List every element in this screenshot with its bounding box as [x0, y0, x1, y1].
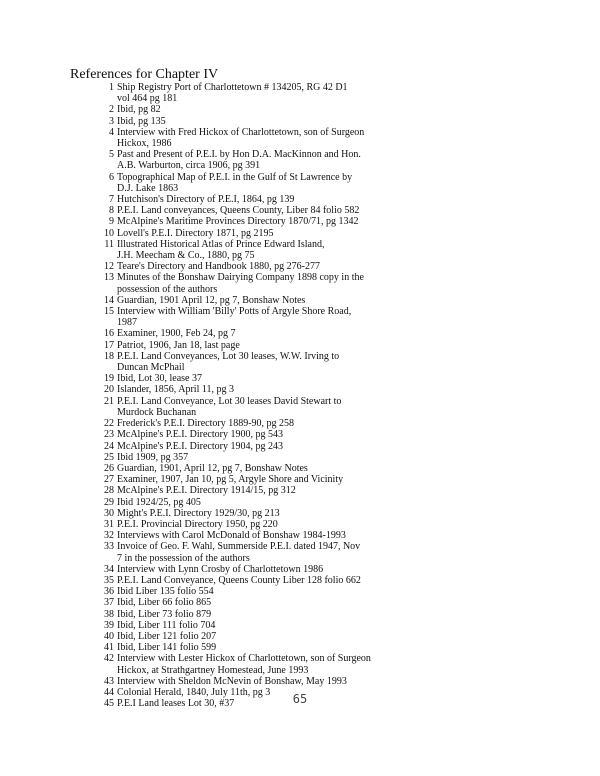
reference-text: Minutes of the Bonshaw Dairying Company 1898 copy in the: [117, 272, 364, 284]
reference-text: Islander, 1856, April 11, pg 3: [117, 384, 234, 396]
reference-number: 9: [109, 216, 114, 228]
reference-text: Might's P.E.I. Directory 1929/30, pg 213: [117, 507, 280, 519]
reference-text: P.E.I Land leases Lot 30, #37: [117, 698, 235, 710]
reference-text: Interview with William 'Billy' Potts of Argyle Shore Road,: [117, 306, 352, 318]
reference-text: McAlpine's P.E.I. Directory 1904, pg 243: [117, 440, 283, 452]
reference-number: 29: [104, 496, 114, 508]
reference-text: Ibid, pg 82: [117, 104, 161, 116]
reference-item: [99, 205, 399, 216]
reference-text: Lovell's P.E.I. Directory 1871, pg 2195: [117, 227, 274, 239]
reference-text: Examiner, 1907, Jan 10, pg 5, Argyle Shore and Vicinity: [117, 474, 344, 486]
reference-number: 45: [104, 698, 114, 710]
reference-item: [99, 239, 399, 261]
reference-item: [99, 384, 399, 395]
reference-text: J.H. Meecham & Co., 1880, pg 75: [117, 250, 255, 262]
reference-text: McAlpine's Maritime Provinces Directory 1870/71, pg 1342: [117, 216, 359, 228]
reference-number: 25: [104, 451, 114, 463]
reference-number: 4: [109, 126, 114, 138]
reference-number: 37: [104, 597, 114, 609]
reference-number: 40: [104, 630, 114, 642]
reference-item: [99, 194, 399, 205]
reference-number: 32: [104, 530, 114, 542]
reference-text: possession of the authors: [117, 283, 218, 295]
reference-item: [99, 306, 399, 328]
reference-text: Ibid 1909, pg 357: [117, 451, 189, 463]
reference-number: 42: [104, 653, 114, 665]
reference-text: Ibid Liber 135 folio 554: [117, 586, 214, 598]
reference-text: Ibid 1924/25, pg 405: [117, 496, 201, 508]
reference-text: Frederick's P.E.I. Directory 1889-90, pg 258: [117, 418, 295, 430]
reference-number: 7: [109, 194, 114, 206]
reference-number: 39: [104, 619, 114, 631]
reference-text: 1987: [117, 317, 137, 329]
reference-item: [99, 631, 399, 642]
reference-item: [99, 564, 399, 575]
chapter-references-heading: References for Chapter IV: [70, 67, 219, 82]
reference-number: 22: [104, 418, 114, 430]
reference-item: [99, 261, 399, 272]
reference-number: 15: [104, 306, 114, 318]
reference-item: [99, 373, 399, 384]
reference-text: Hutchison's Directory of P.E.I, 1864, pg 139: [117, 194, 295, 206]
reference-item: [99, 485, 399, 496]
reference-text: Interview with Lester Hickox of Charlottetown, son of Surgeon: [117, 653, 371, 665]
reference-text: Illustrated Historical Atlas of Prince Edward Island,: [117, 238, 325, 250]
reference-number: 27: [104, 474, 114, 486]
reference-item: [99, 676, 399, 687]
reference-number: 16: [104, 328, 114, 340]
reference-number: 6: [109, 171, 114, 183]
reference-number: 26: [104, 462, 114, 474]
reference-text: Examiner, 1900, Feb 24, pg 7: [117, 328, 236, 340]
reference-item: [99, 104, 399, 115]
reference-list: [99, 82, 399, 709]
reference-text: Hickox, at Strathgartney Homestead, June 1993: [117, 664, 309, 676]
reference-number: 2: [109, 104, 114, 116]
reference-text: Ibid, Liber 66 folio 865: [117, 597, 212, 609]
reference-item: [99, 82, 399, 104]
reference-text: McAlpine's P.E.I. Directory 1914/15, pg 312: [117, 485, 296, 497]
reference-text: 7 in the possession of the authors: [117, 552, 250, 564]
reference-number: 24: [104, 440, 114, 452]
reference-text: Ibid, pg 135: [117, 115, 166, 127]
reference-text: P.E.I. Land Conveyances, Lot 30 leases, W.W. Irving to: [117, 350, 340, 362]
reference-text: Ibid, Lot 30, lease 37: [117, 373, 202, 385]
reference-item: [99, 541, 399, 563]
reference-number: 10: [104, 227, 114, 239]
reference-item: [99, 172, 399, 194]
reference-item: [99, 216, 399, 227]
reference-text: Interviews with Carol McDonald of Bonshaw 1984-1993: [117, 530, 346, 542]
reference-text: P.E.I. Land Conveyance, Lot 30 leases David Stewart to: [117, 395, 342, 407]
reference-item: [99, 597, 399, 608]
reference-text: Patriot, 1906, Jan 18, last page: [117, 339, 240, 351]
reference-item: [99, 429, 399, 440]
reference-item: [99, 653, 399, 675]
reference-item: [99, 127, 399, 149]
reference-number: 12: [104, 261, 114, 273]
reference-item: [99, 642, 399, 653]
reference-item: [99, 586, 399, 597]
reference-number: 35: [104, 574, 114, 586]
reference-item: [99, 519, 399, 530]
reference-item: [99, 463, 399, 474]
reference-text: Teare's Directory and Handbook 1880, pg 276-277: [117, 261, 320, 273]
reference-number: 36: [104, 586, 114, 598]
reference-number: 14: [104, 294, 114, 306]
reference-item: [99, 530, 399, 541]
reference-text: Past and Present of P.E.I. by Hon D.A. MacKinnon and Hon.: [117, 149, 361, 161]
reference-item: [99, 295, 399, 306]
reference-number: 1: [109, 82, 114, 93]
reference-number: 11: [104, 238, 114, 250]
reference-item: [99, 575, 399, 586]
reference-item: [99, 351, 399, 373]
reference-text: P.E.I. Provincial Directory 1950, pg 220: [117, 518, 278, 530]
reference-item: [99, 474, 399, 485]
reference-number: 13: [104, 272, 114, 284]
reference-text: D.J. Lake 1863: [117, 182, 179, 194]
reference-number: 17: [104, 339, 114, 351]
reference-text: P.E.I. Land conveyances, Queens County, Liber 84 folio 582: [117, 205, 360, 217]
reference-text: Interview with Fred Hickox of Charlottetown, son of Surgeon: [117, 126, 365, 138]
reference-text: A.B. Warburton, circa 1906, pg 391: [117, 160, 261, 172]
reference-number: 3: [109, 115, 114, 127]
reference-number: 43: [104, 675, 114, 687]
reference-item: [99, 272, 399, 294]
reference-item: [99, 328, 399, 339]
reference-text: vol 464 pg 181: [117, 93, 178, 105]
reference-item: [99, 497, 399, 508]
page-number: 65: [292, 692, 308, 706]
reference-text: Interview with Lynn Crosby of Charlottetown 1986: [117, 563, 324, 575]
reference-number: 21: [104, 395, 114, 407]
reference-number: 41: [104, 642, 114, 654]
reference-number: 20: [104, 384, 114, 396]
reference-text: Duncan McPhail: [117, 362, 185, 374]
reference-text: Murdock Buchanan: [117, 406, 197, 418]
reference-text: Ibid, Liber 111 folio 704: [117, 619, 216, 631]
reference-number: 38: [104, 608, 114, 620]
reference-number: 5: [109, 149, 114, 161]
reference-text: Ibid, Liber 141 folio 599: [117, 642, 217, 654]
reference-item: [99, 508, 399, 519]
reference-item: [99, 149, 399, 171]
reference-number: 44: [104, 686, 114, 698]
reference-number: 28: [104, 485, 114, 497]
reference-item: [99, 418, 399, 429]
reference-text: Guardian, 1901 April 12, pg 7, Bonshaw Notes: [117, 294, 306, 306]
reference-item: [99, 228, 399, 239]
reference-item: [99, 116, 399, 127]
reference-text: P.E.I. Land Conveyance, Queens County Liber 128 folio 662: [117, 574, 361, 586]
reference-number: 18: [104, 350, 114, 362]
reference-text: Ship Registry Port of Charlottetown # 134205, RG 42 D1: [117, 82, 348, 93]
reference-number: 19: [104, 373, 114, 385]
reference-item: [99, 396, 399, 418]
reference-number: 34: [104, 563, 114, 575]
reference-item: [99, 340, 399, 351]
reference-text: Colonial Herald, 1840, July 11th, pg 3: [117, 686, 271, 698]
reference-text: Hickox, 1986: [117, 138, 172, 150]
reference-item: [99, 609, 399, 620]
reference-text: Ibid, Liber 121 folio 207: [117, 630, 217, 642]
reference-text: Ibid, Liber 73 folio 879: [117, 608, 212, 620]
reference-text: Invoice of Geo. F. Wahl, Summerside P.E.I. dated 1947, Nov: [117, 541, 361, 553]
reference-text: Interview with Sheldon McNevin of Bonshaw, May 1993: [117, 675, 347, 687]
reference-number: 30: [104, 507, 114, 519]
reference-item: [99, 620, 399, 631]
reference-number: 31: [104, 518, 114, 530]
reference-item: [99, 452, 399, 463]
reference-text: Guardian, 1901, April 12, pg 7, Bonshaw Notes: [117, 462, 308, 474]
reference-number: 8: [109, 205, 114, 217]
reference-number: 23: [104, 429, 114, 441]
reference-text: McAlpine's P.E.I. Directory 1900, pg 543: [117, 429, 283, 441]
reference-number: 33: [104, 541, 114, 553]
reference-text: Topographical Map of P.E.I. in the Gulf of St Lawrence by: [117, 171, 353, 183]
reference-item: [99, 441, 399, 452]
